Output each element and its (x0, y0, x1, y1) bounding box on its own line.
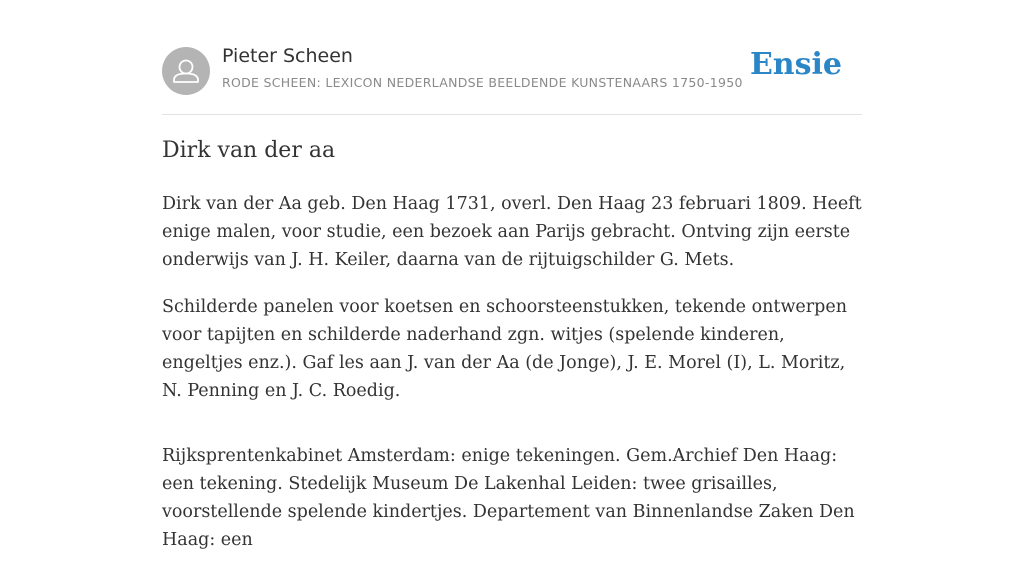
source-title[interactable]: RODE SCHEEN: LEXICON NEDERLANDSE BEELDENDE KUNSTENAARS 1750-1950 (222, 75, 743, 90)
article-paragraph: Dirk van der Aa geb. Den Haag 1731, overl. Den Haag 23 februari 1809. Heeft enige malen, voor studie, een bezoek aan Parijs gebracht. Ontving zijn eerste onderwijs van J. H. Keiler, daarna van de rijtuigschilder G. Mets. (162, 194, 862, 270)
ensie-logo[interactable]: Ensie (749, 47, 842, 82)
article-header (162, 0, 862, 115)
article-paragraph: Schilderde panelen voor koetsen en schoorsteenstukken, tekende ontwerpen voor tapijten en schilderde naderhand zgn. witjes (spelende kinderen, engeltjes enz.). Gaf les aan J. van der Aa (de Jonge), J. E. Morel (I), L. Moritz, N. Penning en J. C. Roedig. (162, 297, 847, 401)
article-title: Dirk van der aa (162, 138, 336, 163)
user-icon[interactable] (162, 47, 210, 95)
article-paragraph: Rijksprentenkabinet Amsterdam: enige tekeningen. Gem.Archief Den Haag: een tekening. Stedelijk Museum De Lakenhal Leiden: twee grisailles, voorstellende spelende kindertjes. Departement van Binnenlandse Zaken Den Haag: een (162, 446, 855, 550)
article-body (162, 190, 862, 573)
author-name[interactable]: Pieter Scheen (222, 45, 353, 67)
article-card (162, 0, 862, 550)
